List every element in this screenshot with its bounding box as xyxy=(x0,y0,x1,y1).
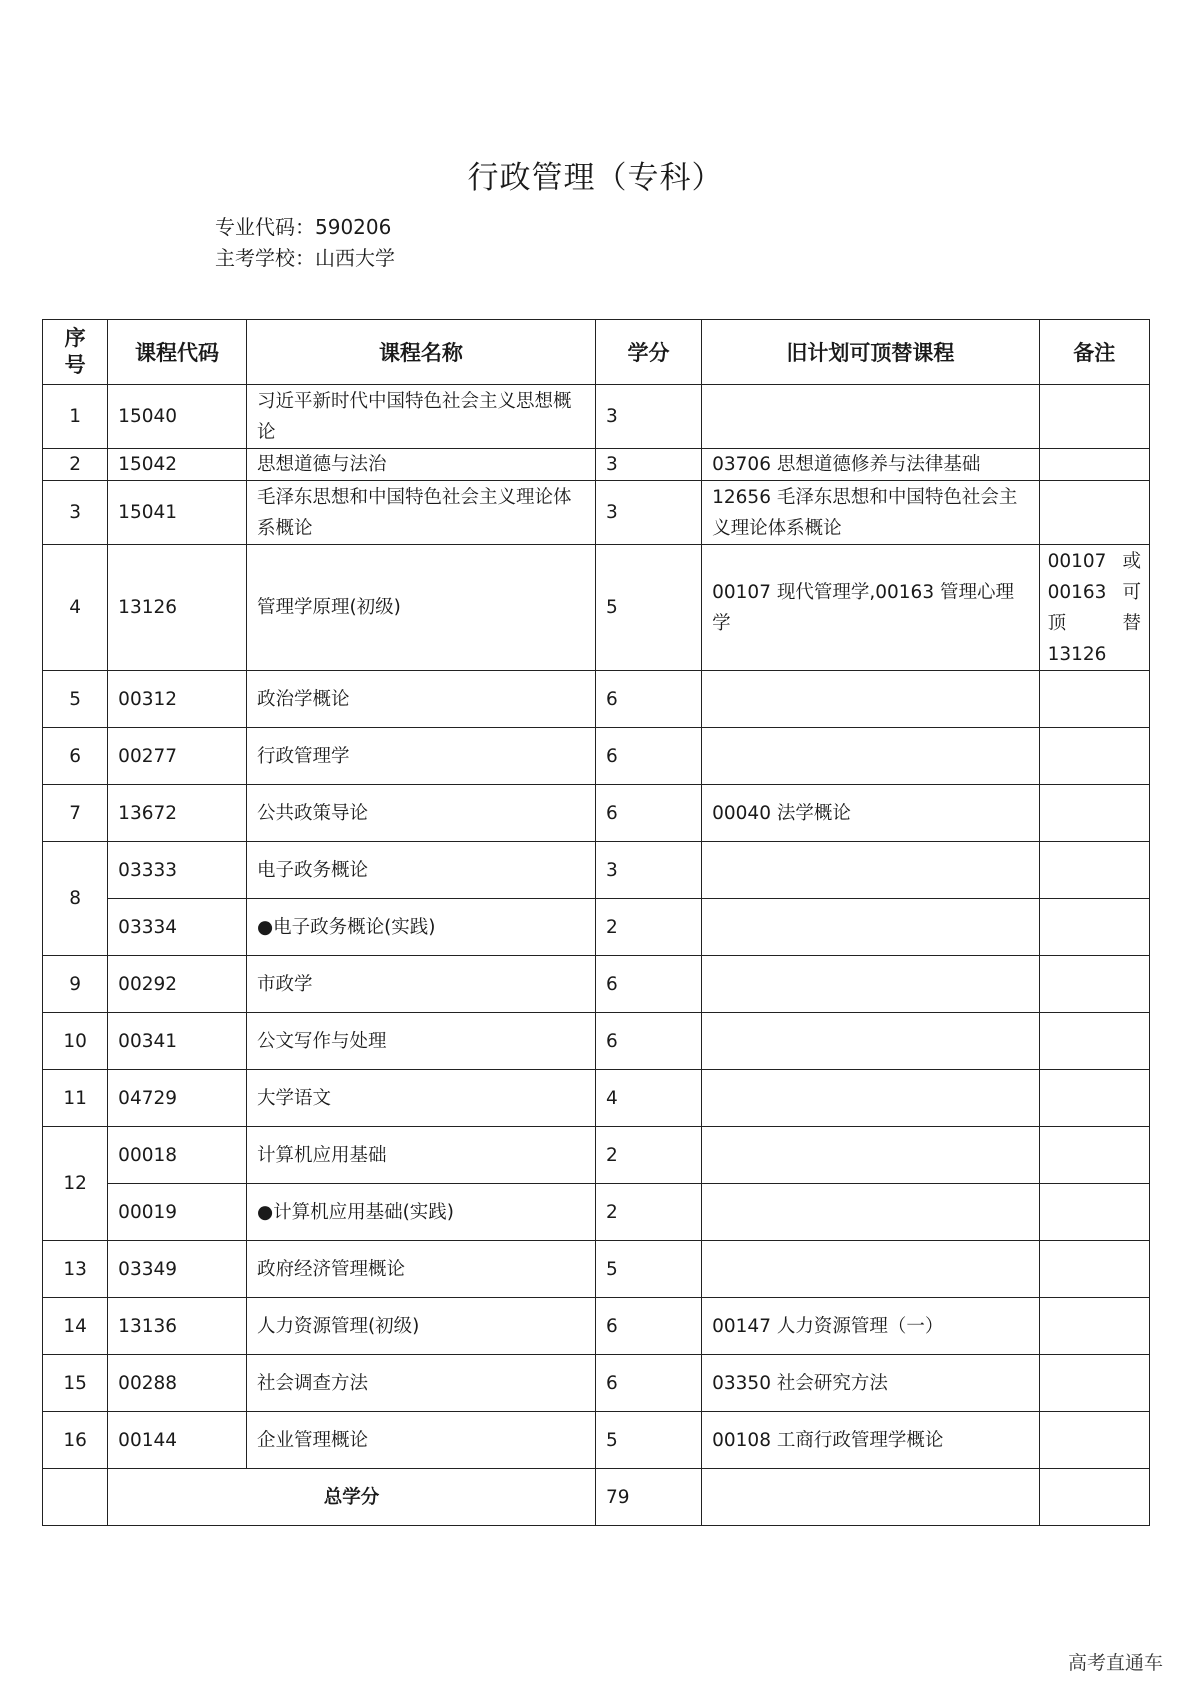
table-row xyxy=(43,728,1150,785)
exam-school: 主考学校：山西大学 xyxy=(215,246,395,270)
table-header-row xyxy=(43,320,1150,385)
row-name: 电子政务概论 xyxy=(246,842,595,899)
row-seq: 2 xyxy=(43,449,108,481)
row-replace: 03706 思想道德修养与法律基础 xyxy=(702,449,1039,481)
row-credit: 4 xyxy=(595,1070,701,1127)
row-code: 04729 xyxy=(108,1070,247,1127)
row-code: 03349 xyxy=(108,1241,247,1298)
row-code: 13136 xyxy=(108,1298,247,1355)
header-name: 课程名称 xyxy=(246,320,595,385)
row-remark xyxy=(1039,671,1149,728)
row-code: 00018 xyxy=(108,1127,247,1184)
row-credit: 6 xyxy=(595,1355,701,1412)
row-remark xyxy=(1039,842,1149,899)
row-code: 00288 xyxy=(108,1355,247,1412)
table-row xyxy=(43,385,1150,449)
row-name: ●计算机应用基础(实践) xyxy=(246,1184,595,1241)
row-code: 15041 xyxy=(108,481,247,545)
table-row xyxy=(43,1070,1150,1127)
row-name: 企业管理概论 xyxy=(246,1412,595,1469)
page-title: 行政管理（专科） xyxy=(467,160,724,196)
row-remark xyxy=(1039,785,1149,842)
row-seq: 9 xyxy=(43,956,108,1013)
row-remark xyxy=(1039,1298,1149,1355)
row-name: 公文写作与处理 xyxy=(246,1013,595,1070)
table-row xyxy=(43,1241,1150,1298)
row-credit: 2 xyxy=(595,1127,701,1184)
row-remark xyxy=(1039,728,1149,785)
row-credit: 5 xyxy=(595,1241,701,1298)
table-row xyxy=(43,545,1150,671)
row-seq: 11 xyxy=(43,1070,108,1127)
row-name: 行政管理学 xyxy=(246,728,595,785)
row-name: 人力资源管理(初级) xyxy=(246,1298,595,1355)
row-code: 15042 xyxy=(108,449,247,481)
header-remark: 备注 xyxy=(1039,320,1149,385)
row-name: ●电子政务概论(实践) xyxy=(246,899,595,956)
row-credit: 2 xyxy=(595,899,701,956)
total-row xyxy=(43,1469,1150,1526)
table-row xyxy=(43,1127,1150,1184)
row-seq: 8 xyxy=(43,842,108,956)
row-seq: 10 xyxy=(43,1013,108,1070)
table-row xyxy=(43,671,1150,728)
table-row xyxy=(43,1184,1150,1241)
total-replace-empty xyxy=(702,1469,1039,1526)
row-replace xyxy=(702,728,1039,785)
table-row xyxy=(43,481,1150,545)
row-credit: 6 xyxy=(595,1013,701,1070)
row-replace xyxy=(702,1184,1039,1241)
row-name: 计算机应用基础 xyxy=(246,1127,595,1184)
row-name: 毛泽东思想和中国特色社会主义理论体系概论 xyxy=(246,481,595,545)
row-remark xyxy=(1039,899,1149,956)
row-remark xyxy=(1039,956,1149,1013)
row-seq: 1 xyxy=(43,385,108,449)
total-remark-empty xyxy=(1039,1469,1149,1526)
row-remark xyxy=(1039,1412,1149,1469)
table-row xyxy=(43,1412,1150,1469)
row-seq: 14 xyxy=(43,1298,108,1355)
row-credit: 6 xyxy=(595,728,701,785)
row-code: 00144 xyxy=(108,1412,247,1469)
row-seq: 5 xyxy=(43,671,108,728)
row-code: 00292 xyxy=(108,956,247,1013)
row-remark: 00107 或 00163 可 顶 替 13126 xyxy=(1039,545,1149,671)
table-row xyxy=(43,956,1150,1013)
row-replace: 03350 社会研究方法 xyxy=(702,1355,1039,1412)
row-credit: 3 xyxy=(595,385,701,449)
row-replace xyxy=(702,1013,1039,1070)
row-replace xyxy=(702,842,1039,899)
row-name: 大学语文 xyxy=(246,1070,595,1127)
row-remark xyxy=(1039,1241,1149,1298)
table-row xyxy=(43,785,1150,842)
row-code: 00341 xyxy=(108,1013,247,1070)
row-replace xyxy=(702,1070,1039,1127)
major-code: 专业代码：590206 xyxy=(215,215,392,239)
row-replace: 00147 人力资源管理（一） xyxy=(702,1298,1039,1355)
row-remark xyxy=(1039,1127,1149,1184)
row-code: 00019 xyxy=(108,1184,247,1241)
row-remark xyxy=(1039,385,1149,449)
row-remark xyxy=(1039,1070,1149,1127)
header-code: 课程代码 xyxy=(108,320,247,385)
header-seq: 序号 xyxy=(43,320,108,385)
row-remark xyxy=(1039,1355,1149,1412)
row-credit: 3 xyxy=(595,481,701,545)
row-name: 公共政策导论 xyxy=(246,785,595,842)
row-credit: 6 xyxy=(595,956,701,1013)
table-row xyxy=(43,842,1150,899)
row-code: 00312 xyxy=(108,671,247,728)
header-credit: 学分 xyxy=(595,320,701,385)
row-credit: 2 xyxy=(595,1184,701,1241)
row-code: 03333 xyxy=(108,842,247,899)
row-name: 市政学 xyxy=(246,956,595,1013)
row-seq: 12 xyxy=(43,1127,108,1241)
row-replace xyxy=(702,1127,1039,1184)
row-code: 00277 xyxy=(108,728,247,785)
row-code: 13672 xyxy=(108,785,247,842)
table-row xyxy=(43,899,1150,956)
row-replace xyxy=(702,899,1039,956)
row-seq: 15 xyxy=(43,1355,108,1412)
row-name: 习近平新时代中国特色社会主义思想概论 xyxy=(246,385,595,449)
row-seq: 6 xyxy=(43,728,108,785)
row-name: 政治学概论 xyxy=(246,671,595,728)
course-table xyxy=(42,319,1150,1526)
watermark: 高考直通车 xyxy=(1067,1652,1163,1674)
total-seq-empty xyxy=(43,1469,108,1526)
row-seq: 4 xyxy=(43,545,108,671)
row-replace xyxy=(702,385,1039,449)
row-replace xyxy=(702,956,1039,1013)
row-credit: 5 xyxy=(595,1412,701,1469)
row-name: 政府经济管理概论 xyxy=(246,1241,595,1298)
row-seq: 7 xyxy=(43,785,108,842)
table-row xyxy=(43,449,1150,481)
table-row xyxy=(43,1355,1150,1412)
row-remark xyxy=(1039,481,1149,545)
row-remark xyxy=(1039,449,1149,481)
table-row xyxy=(43,1298,1150,1355)
row-name: 管理学原理(初级) xyxy=(246,545,595,671)
header-replace: 旧计划可顶替课程 xyxy=(702,320,1039,385)
row-remark xyxy=(1039,1184,1149,1241)
row-credit: 5 xyxy=(595,545,701,671)
total-credit: 79 xyxy=(595,1469,701,1526)
row-code: 13126 xyxy=(108,545,247,671)
row-credit: 3 xyxy=(595,449,701,481)
row-replace: 00040 法学概论 xyxy=(702,785,1039,842)
row-name: 思想道德与法治 xyxy=(246,449,595,481)
row-credit: 6 xyxy=(595,1298,701,1355)
row-code: 15040 xyxy=(108,385,247,449)
row-replace xyxy=(702,1241,1039,1298)
row-replace: 12656 毛泽东思想和中国特色社会主义理论体系概论 xyxy=(702,481,1039,545)
row-code: 03334 xyxy=(108,899,247,956)
total-label: 总学分 xyxy=(108,1469,596,1526)
row-credit: 3 xyxy=(595,842,701,899)
row-replace xyxy=(702,671,1039,728)
row-replace: 00108 工商行政管理学概论 xyxy=(702,1412,1039,1469)
row-seq: 13 xyxy=(43,1241,108,1298)
row-credit: 6 xyxy=(595,671,701,728)
row-credit: 6 xyxy=(595,785,701,842)
row-seq: 16 xyxy=(43,1412,108,1469)
row-replace: 00107 现代管理学,00163 管理心理学 xyxy=(702,545,1039,671)
row-remark xyxy=(1039,1013,1149,1070)
row-name: 社会调查方法 xyxy=(246,1355,595,1412)
row-seq: 3 xyxy=(43,481,108,545)
table-row xyxy=(43,1013,1150,1070)
